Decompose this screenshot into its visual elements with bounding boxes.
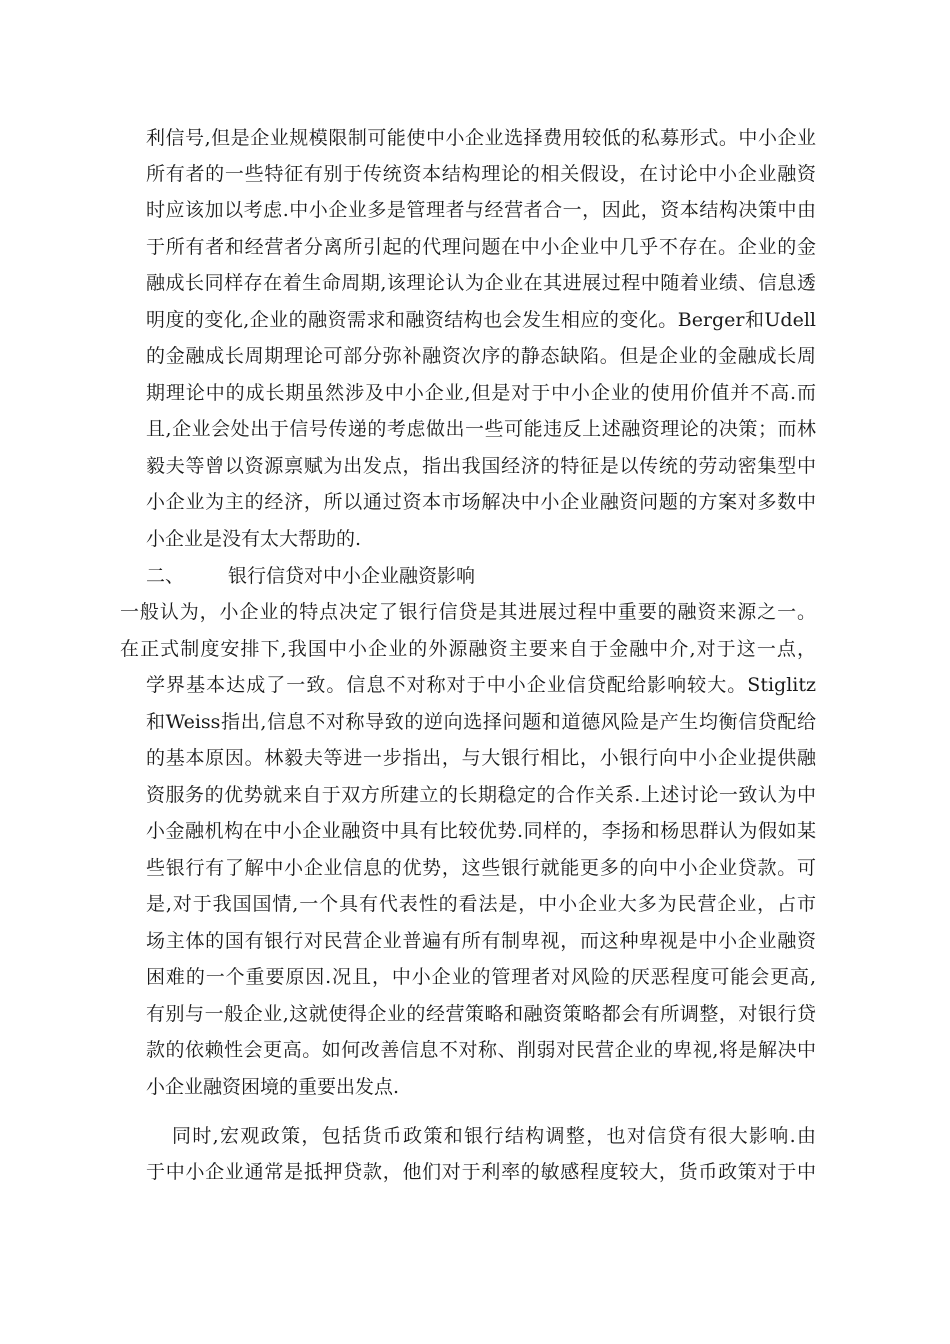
paragraph-2-line-7: 小金融机构在中小企业融资中具有比较优势.同样的，李扬和杨思群认为假如某 [146, 820, 816, 842]
section-title: 银行信贷对中小企业融资影响 [228, 565, 476, 587]
paragraph-2-line-3: 学界基本达成了一致。信息不对称对于中小企业信贷配给影响较大。Stiglitz [146, 674, 816, 696]
paragraph-1-line-12: 小企业是没有太大帮助的. [146, 528, 362, 550]
paragraph-1-line-1: 利信号,但是企业规模限制可能使中小企业选择费用较低的私募形式。中小企业 [146, 127, 816, 149]
paragraph-1-line-7: 的金融成长周期理论可部分弥补融资次序的静态缺陷。但是企业的金融成长周 [146, 345, 816, 367]
paragraph-2-line-10: 场主体的国有银行对民营企业普遍有所有制卑视，而这种卑视是中小企业融资 [146, 930, 816, 952]
paragraph-1-line-8: 期理论中的成长期虽然涉及中小企业,但是对于中小企业的使用价值并不高.而 [146, 382, 816, 404]
paragraph-1-line-5: 融成长同样存在着生命周期,该理论认为企业在其进展过程中随着业绩、信息透 [146, 272, 816, 294]
paragraph-1-line-4: 于所有者和经营者分离所引起的代理问题在中小企业中几乎不存在。企业的金 [146, 236, 816, 258]
paragraph-1-line-10: 毅夫等曾以资源禀赋为出发点，指出我国经济的特征是以传统的劳动密集型中 [146, 455, 816, 477]
paragraph-1-line-9: 且,企业会处出于信号传递的考虑做出一些可能违反上述融资理论的决策；而林 [146, 418, 816, 440]
paragraph-2-line-6: 资服务的优势就来自于双方所建立的长期稳定的合作关系.上述讨论一致认为中 [146, 784, 816, 806]
paragraph-2-line-9: 是,对于我国国情,一个具有代表性的看法是，中小企业大多为民营企业，占市 [146, 893, 816, 915]
paragraph-2-line-4: 和Weiss指出,信息不对称导致的逆向选择问题和道德风险是产生均衡信贷配给 [146, 711, 816, 733]
section-number: 二、 [146, 565, 185, 587]
paragraph-2-line-5: 的基本原因。林毅夫等进一步指出，与大银行相比，小银行向中小企业提供融 [146, 747, 816, 769]
paragraph-1-line-6: 明度的变化,企业的融资需求和融资结构也会发生相应的变化。Berger和Udell [146, 309, 816, 331]
paragraph-2-line-12: 有别与一般企业,这就使得企业的经营策略和融资策略都会有所调整，对银行贷 [146, 1003, 816, 1025]
paragraph-2-line-8: 些银行有了解中小企业信息的优势，这些银行就能更多的向中小企业贷款。可 [146, 857, 816, 879]
paragraph-1-line-11: 小企业为主的经济，所以通过资本市场解决中小企业融资问题的方案对多数中 [146, 491, 816, 513]
section-heading [146, 561, 475, 591]
paragraph-2-line-11: 困难的一个重要原因.况且，中小企业的管理者对风险的厌恶程度可能会更高, [146, 966, 816, 988]
paragraph-3-line-1: 同时,宏观政策，包括货币政策和银行结构调整，也对信贷有很大影响.由 [172, 1125, 816, 1147]
paragraph-2-line-14: 小企业融资困境的重要出发点. [146, 1076, 400, 1098]
paragraph-1-line-2: 所有者的一些特征有别于传统资本结构理论的相关假设，在讨论中小企业融资 [146, 163, 816, 185]
paragraph-2-line-2: 在正式制度安排下,我国中小企业的外源融资主要来自于金融中介,对于这一点， [120, 638, 816, 660]
paragraph-2-line-1: 一般认为，小企业的特点决定了银行信贷是其进展过程中重要的融资来源之一。 [120, 601, 816, 623]
paragraph-3-line-2: 于中小企业通常是抵押贷款，他们对于利率的敏感程度较大，货币政策对于中 [146, 1161, 816, 1183]
paragraph-1-line-3: 时应该加以考虑.中小企业多是管理者与经营者合一，因此，资本结构决策中由 [146, 199, 816, 221]
paragraph-2-line-13: 款的依赖性会更高。如何改善信息不对称、削弱对民营企业的卑视,将是解决中 [146, 1039, 816, 1061]
